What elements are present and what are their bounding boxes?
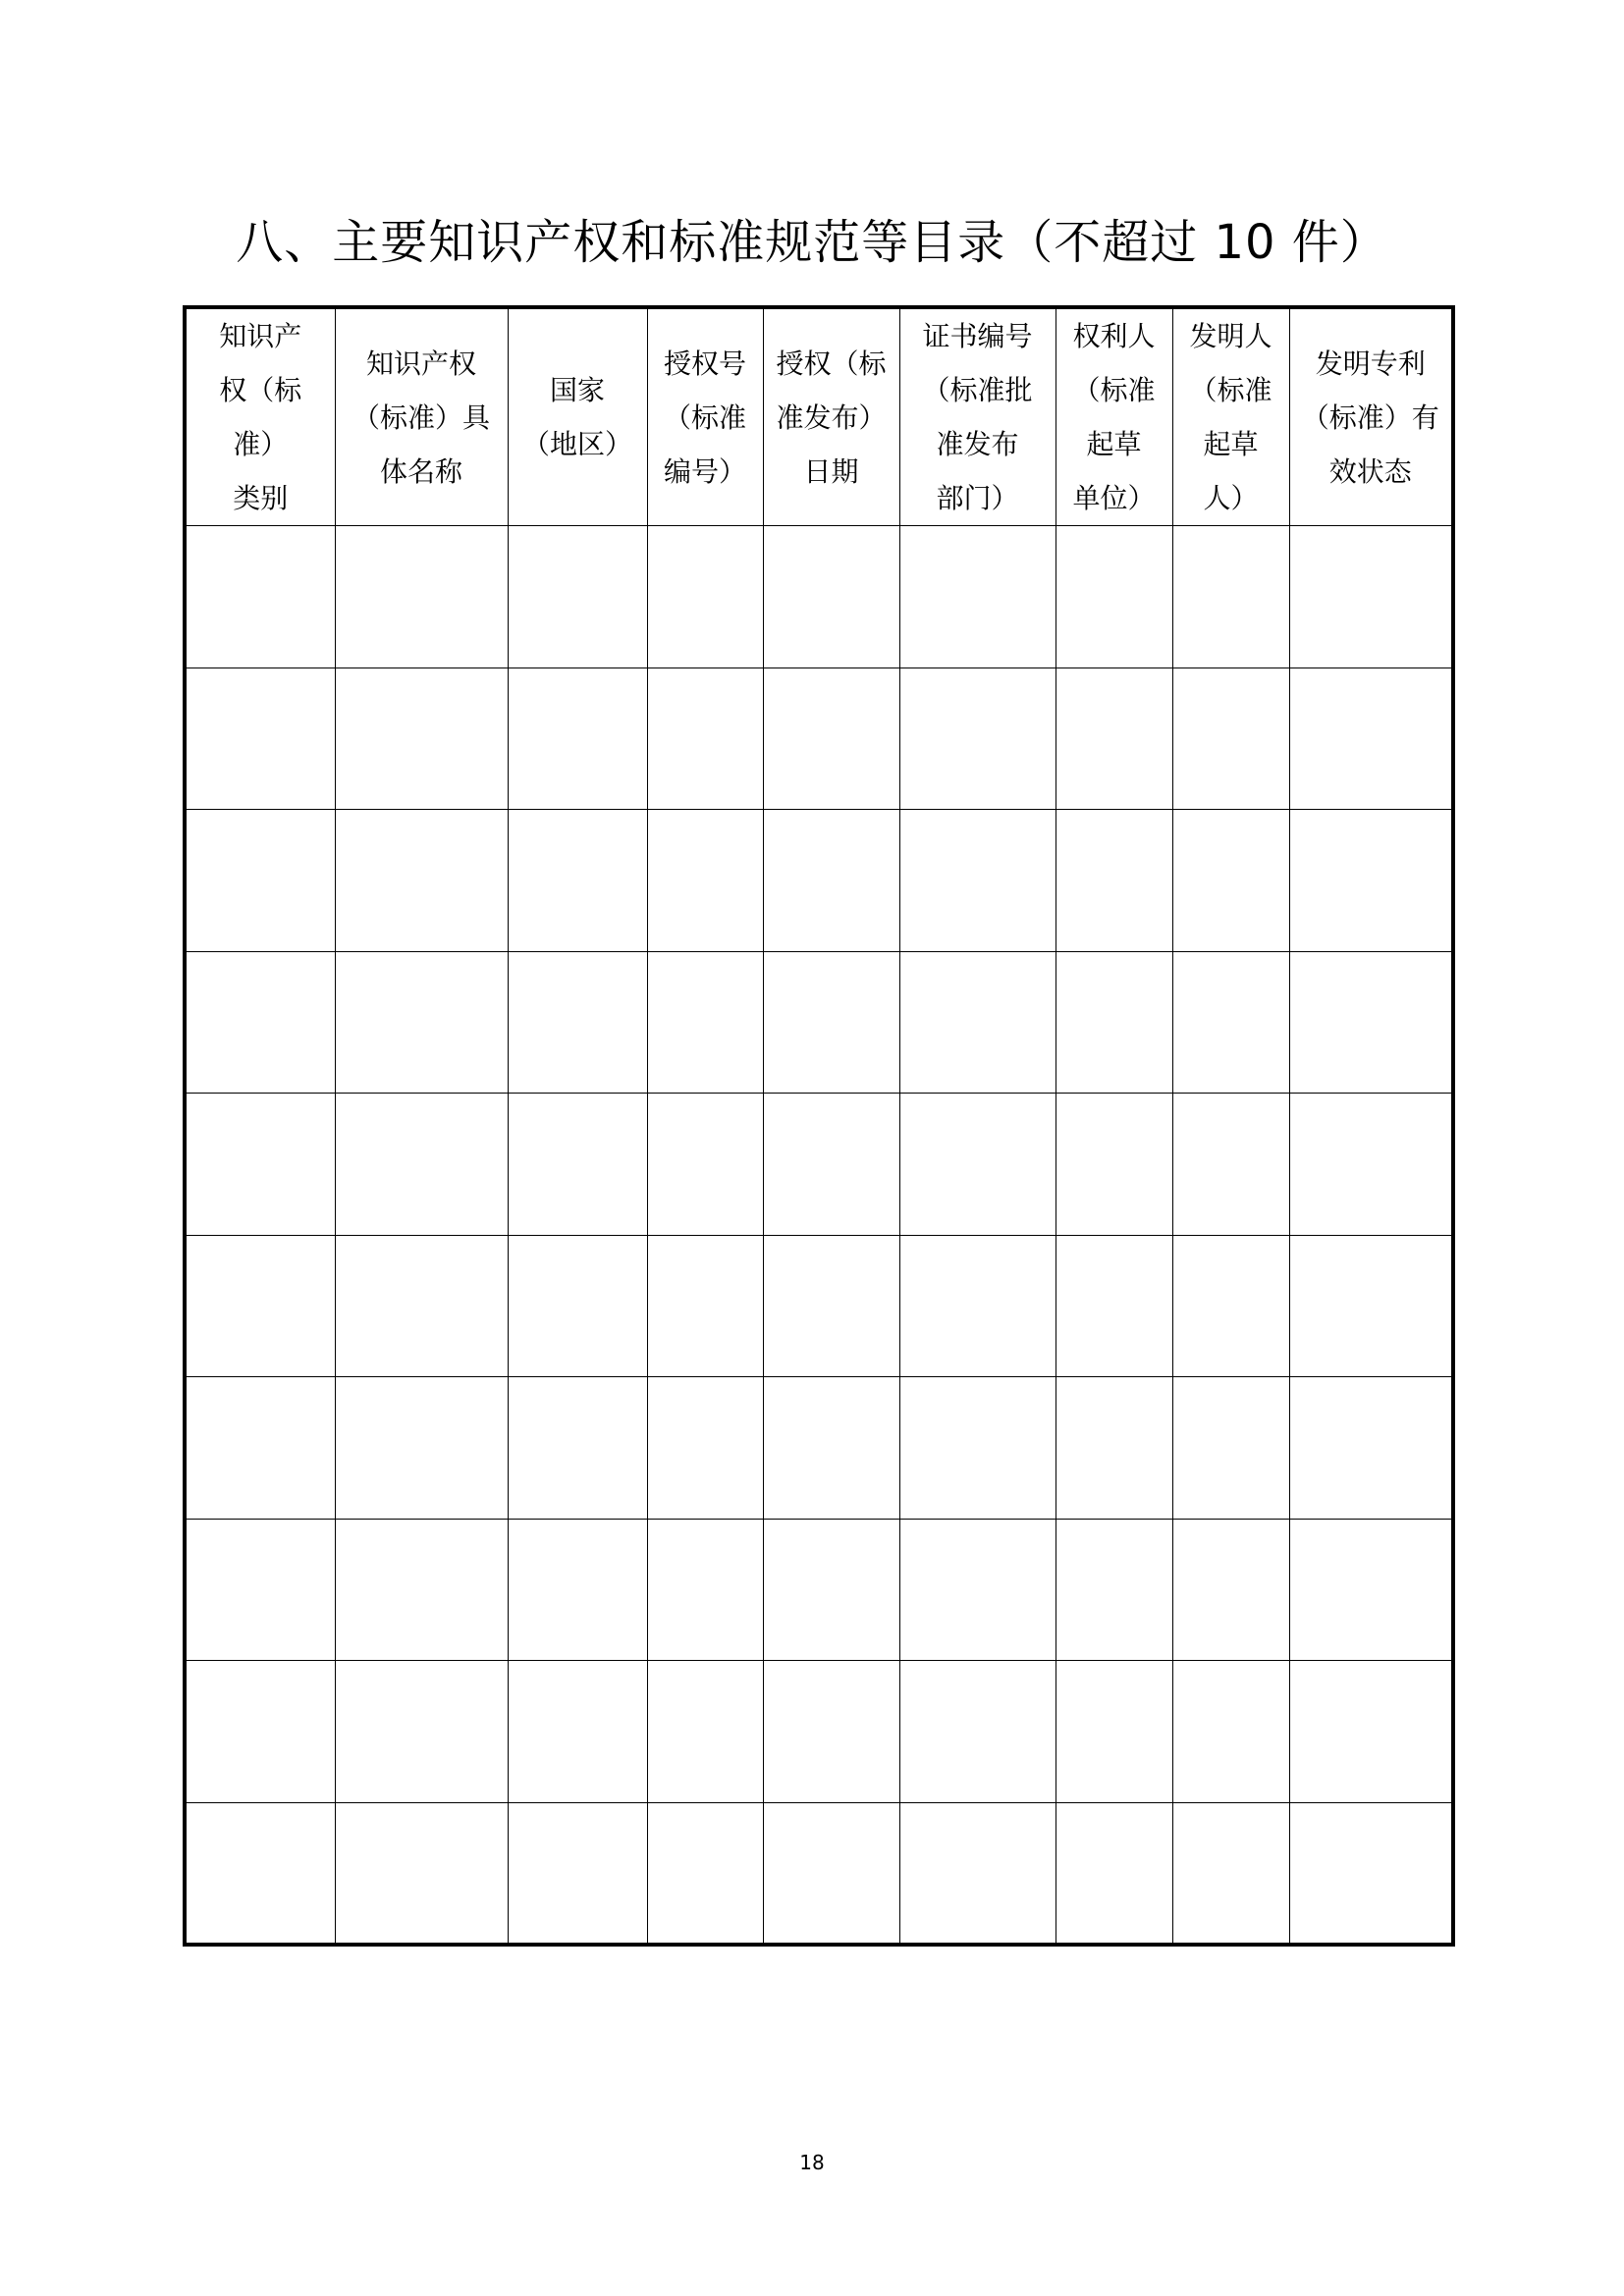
table-cell[interactable] bbox=[899, 951, 1056, 1094]
table-cell[interactable] bbox=[1289, 1235, 1453, 1377]
table-cell[interactable] bbox=[899, 526, 1056, 668]
header-ip-name: 知识产权 （标准）具 体名称 bbox=[335, 307, 508, 526]
table-cell[interactable] bbox=[1172, 1377, 1289, 1520]
header-grant-date: 授权（标 准发布） 日期 bbox=[763, 307, 899, 526]
table-cell[interactable] bbox=[1289, 1802, 1453, 1945]
table-cell[interactable] bbox=[1056, 667, 1172, 810]
table-row bbox=[185, 1235, 1453, 1377]
table-cell[interactable] bbox=[1172, 526, 1289, 668]
table-cell[interactable] bbox=[1056, 1094, 1172, 1236]
table-cell[interactable] bbox=[185, 667, 335, 810]
table-cell[interactable] bbox=[185, 1519, 335, 1661]
table-cell[interactable] bbox=[647, 667, 763, 810]
table-row bbox=[185, 1377, 1453, 1520]
table-cell[interactable] bbox=[763, 1235, 899, 1377]
table-cell[interactable] bbox=[647, 526, 763, 668]
table-cell[interactable] bbox=[508, 1094, 647, 1236]
table-cell[interactable] bbox=[1056, 810, 1172, 952]
table-cell[interactable] bbox=[763, 1094, 899, 1236]
table-cell[interactable] bbox=[1289, 1094, 1453, 1236]
table-cell[interactable] bbox=[508, 526, 647, 668]
table-cell[interactable] bbox=[185, 1377, 335, 1520]
table-body bbox=[185, 526, 1453, 1945]
table-cell[interactable] bbox=[1172, 1802, 1289, 1945]
table-cell[interactable] bbox=[899, 1377, 1056, 1520]
table-cell[interactable] bbox=[1056, 951, 1172, 1094]
table-cell[interactable] bbox=[763, 1377, 899, 1520]
table-cell[interactable] bbox=[1289, 810, 1453, 952]
table-cell[interactable] bbox=[335, 1661, 508, 1803]
table-cell[interactable] bbox=[763, 526, 899, 668]
table-cell[interactable] bbox=[763, 1802, 899, 1945]
table-cell[interactable] bbox=[647, 1235, 763, 1377]
table-cell[interactable] bbox=[1056, 1519, 1172, 1661]
table-cell[interactable] bbox=[1172, 810, 1289, 952]
table-cell[interactable] bbox=[508, 667, 647, 810]
table-cell[interactable] bbox=[647, 1802, 763, 1945]
table-cell[interactable] bbox=[508, 1661, 647, 1803]
header-ip-category: 知识产 权（标准） 类别 bbox=[185, 307, 335, 526]
table-cell[interactable] bbox=[185, 1094, 335, 1236]
header-right-holder: 权利人 （标准 起草 单位） bbox=[1056, 307, 1172, 526]
table-cell[interactable] bbox=[508, 810, 647, 952]
table-cell[interactable] bbox=[185, 951, 335, 1094]
ip-standards-table bbox=[183, 305, 1455, 1947]
table-cell[interactable] bbox=[335, 1519, 508, 1661]
page-title: 八、主要知识产权和标准规范等目录（不超过 10 件） bbox=[236, 215, 1388, 270]
table-cell[interactable] bbox=[899, 810, 1056, 952]
header-country-region: 国家 （地区） bbox=[508, 307, 647, 526]
table-cell[interactable] bbox=[1172, 1661, 1289, 1803]
table-cell[interactable] bbox=[1289, 1377, 1453, 1520]
table-cell[interactable] bbox=[185, 1235, 335, 1377]
table-cell[interactable] bbox=[647, 1377, 763, 1520]
table-cell[interactable] bbox=[899, 1094, 1056, 1236]
table-cell[interactable] bbox=[1056, 526, 1172, 668]
table-cell[interactable] bbox=[508, 1235, 647, 1377]
table-cell[interactable] bbox=[1289, 1661, 1453, 1803]
table-cell[interactable] bbox=[763, 810, 899, 952]
table-cell[interactable] bbox=[763, 1519, 899, 1661]
table-cell[interactable] bbox=[1172, 1519, 1289, 1661]
table-cell[interactable] bbox=[1289, 526, 1453, 668]
table-cell[interactable] bbox=[647, 1094, 763, 1236]
table-cell[interactable] bbox=[1056, 1802, 1172, 1945]
header-validity-status: 发明专利 （标准）有 效状态 bbox=[1289, 307, 1453, 526]
table-row bbox=[185, 526, 1453, 668]
table-cell[interactable] bbox=[335, 1235, 508, 1377]
table-cell[interactable] bbox=[335, 951, 508, 1094]
table-cell[interactable] bbox=[1056, 1661, 1172, 1803]
table-cell[interactable] bbox=[185, 1661, 335, 1803]
table-row bbox=[185, 1094, 1453, 1236]
table-cell[interactable] bbox=[185, 1802, 335, 1945]
table-cell[interactable] bbox=[647, 810, 763, 952]
table-cell[interactable] bbox=[508, 951, 647, 1094]
table-row bbox=[185, 667, 1453, 810]
table-cell[interactable] bbox=[508, 1377, 647, 1520]
table-cell[interactable] bbox=[899, 1661, 1056, 1803]
page-number: 18 bbox=[799, 2151, 825, 2174]
table-cell[interactable] bbox=[1289, 1519, 1453, 1661]
table-cell[interactable] bbox=[1172, 1235, 1289, 1377]
table-cell[interactable] bbox=[185, 526, 335, 668]
table-cell[interactable] bbox=[1172, 667, 1289, 810]
table-cell[interactable] bbox=[899, 667, 1056, 810]
table-cell[interactable] bbox=[647, 951, 763, 1094]
table-row bbox=[185, 1661, 1453, 1803]
table-cell[interactable] bbox=[1289, 667, 1453, 810]
table-cell[interactable] bbox=[763, 667, 899, 810]
table-row bbox=[185, 810, 1453, 952]
table-cell[interactable] bbox=[1172, 1094, 1289, 1236]
table-cell[interactable] bbox=[1172, 951, 1289, 1094]
table-row bbox=[185, 1802, 1453, 1945]
table-cell[interactable] bbox=[899, 1235, 1056, 1377]
table-cell[interactable] bbox=[335, 810, 508, 952]
table-cell[interactable] bbox=[335, 667, 508, 810]
table-cell[interactable] bbox=[647, 1661, 763, 1803]
header-grant-number: 授权号 （标准 编号） bbox=[647, 307, 763, 526]
table-cell[interactable] bbox=[899, 1519, 1056, 1661]
table-cell[interactable] bbox=[899, 1802, 1056, 1945]
table-cell[interactable] bbox=[335, 1094, 508, 1236]
table-cell[interactable] bbox=[335, 1802, 508, 1945]
header-inventor: 发明人 （标准 起草 人） bbox=[1172, 307, 1289, 526]
table-cell[interactable] bbox=[1289, 951, 1453, 1094]
table-row bbox=[185, 1519, 1453, 1661]
table-cell[interactable] bbox=[1056, 1377, 1172, 1520]
table-cell[interactable] bbox=[763, 951, 899, 1094]
header-certificate-number: 证书编号 （标准批 准发布 部门） bbox=[899, 307, 1056, 526]
table-cell[interactable] bbox=[647, 1519, 763, 1661]
table-cell[interactable] bbox=[1056, 1235, 1172, 1377]
table-cell[interactable] bbox=[335, 526, 508, 668]
table-cell[interactable] bbox=[508, 1802, 647, 1945]
table-cell[interactable] bbox=[508, 1519, 647, 1661]
table-cell[interactable] bbox=[185, 810, 335, 952]
table-cell[interactable] bbox=[763, 1661, 899, 1803]
table-cell[interactable] bbox=[335, 1377, 508, 1520]
header-row bbox=[185, 307, 1453, 526]
table-row bbox=[185, 951, 1453, 1094]
